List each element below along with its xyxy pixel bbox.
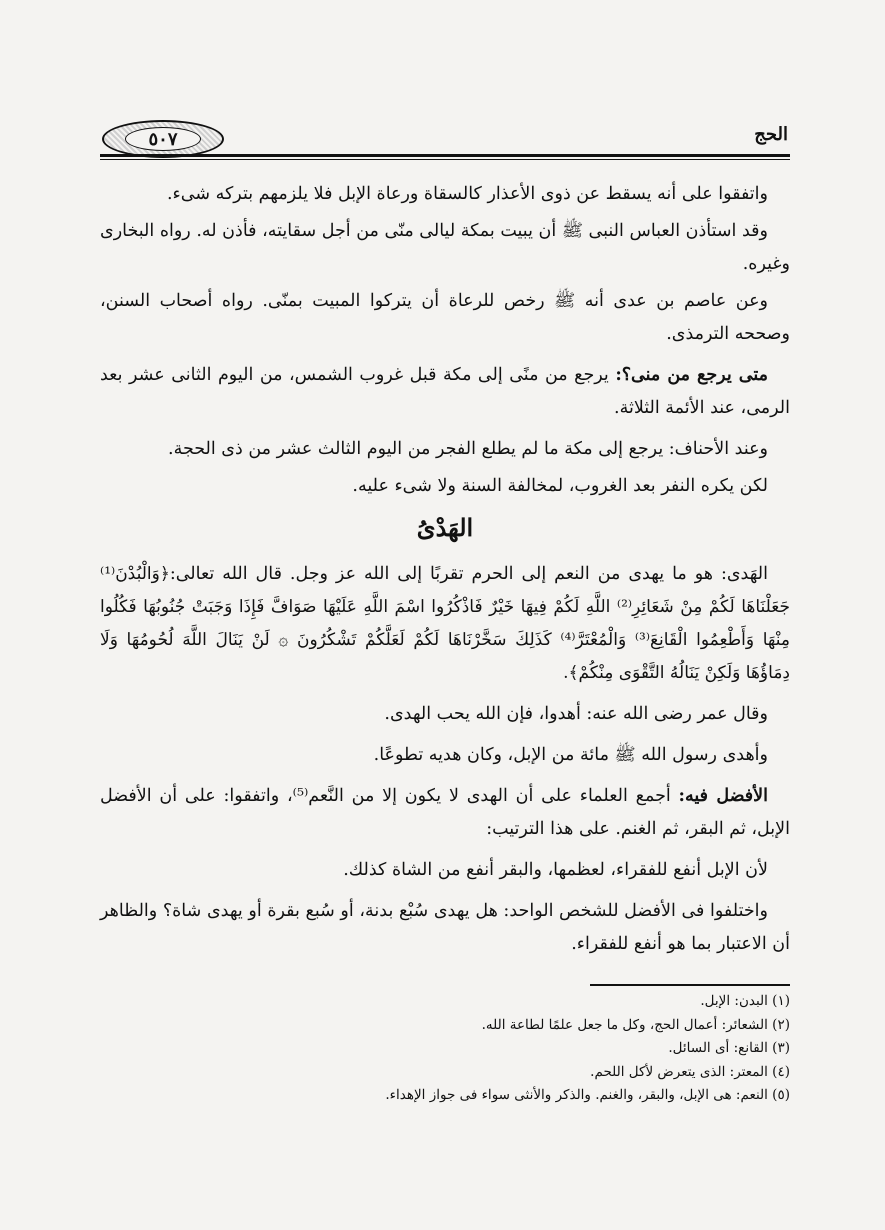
paragraph: وقال عمر رضى الله عنه: أهدوا، فإن الله يحب الهدى. [384, 704, 768, 724]
paragraph: لأن الإبل أنفع للفقراء، لعظمها، والبقر أنفع من الشاة كذلك. [343, 860, 768, 880]
paragraph: واتفقوا على أنه يسقط عن ذوى الأعذار كالسقاة ورعاة الإبل فلا يلزمهم بتركه شىء. [166, 184, 768, 204]
paragraph: وقد استأذن العباس النبى ﷺ أن يبيت بمكة ليالى منّى من أجل سقايته، فأذن له. رواه البخارى وغيره. [100, 221, 790, 274]
footnote: (١) البدن: الإبل. [700, 993, 790, 1009]
paragraph: وعند الأحناف: يرجع إلى مكة ما لم يطلع الفجر من اليوم الثالث عشر من ذى الحجة. [168, 439, 768, 459]
header-rule [100, 154, 790, 157]
chapter-title: الحج [754, 124, 788, 145]
header-rule-thin [100, 159, 790, 160]
paragraph: الهَدى: هو ما يهدى من النعم إلى الحرم تقربًا إلى الله عز وجل. قال الله تعالى:﴿وَالْبُدْنَ⁽¹⁾ جَعَلْنَاهَا لَكُمْ مِنْ شَعَائِرِ⁽²⁾ اللَّهِ لَكُمْ فِيهَا خَيْرٌ فَاذْكُرُوا اسْمَ اللَّهِ عَلَيْهَا صَوَافَّ فَإِذَا وَجَبَتْ جُنُوبُهَا فَكُلُوا مِنْهَا وَأَطْعِمُوا الْقَانِعَ⁽³⁾ وَالْمُعْتَرَّ⁽⁴⁾ كَذَلِكَ سَخَّرْنَاهَا لَكُمْ لَعَلَّكُمْ تَشْكُرُونَ ۞ لَنْ يَنَالَ اللَّهَ لُحُومُهَا وَلَا دِمَاؤُهَا وَلَكِنْ يَنَالُهُ التَّقْوَى مِنْكُمْ﴾. [100, 564, 791, 683]
keyword: الأفضل فيه: [678, 786, 768, 806]
paragraph: وأهدى رسول الله ﷺ مائة من الإبل، وكان هديه تطوعًا. [373, 745, 768, 765]
paragraph: لكن يكره النفر بعد الغروب، لمخالفة السنة ولا شىء عليه. [352, 476, 768, 496]
paragraph: وعن عاصم بن عدى أنه ﷺ رخص للرعاة أن يتركوا المبيت بمنّى. رواه أصحاب السنن، وصححه الترمذى. [100, 291, 790, 344]
page-number: ٥٠٧ [148, 128, 178, 150]
keyword: متى يرجع من منى؟: [615, 365, 768, 385]
footnote: (٥) النعم: هى الإبل، والبقر، والغنم. والذكر والأنثى سواء فى جواز الإهداء. [385, 1087, 790, 1103]
footnote: (٣) القانع: أى السائل. [668, 1040, 790, 1056]
paragraph: الأفضل فيه: أجمع العلماء على أن الهدى لا يكون إلا من النَّعم⁽⁵⁾، واتفقوا: على أن الأفضل الإبل، ثم البقر، ثم الغنم. على هذا الترتيب: [100, 786, 790, 839]
footnote: (٤) المعتر: الذى يتعرض لأكل اللحم. [590, 1063, 790, 1080]
section-title: الهَدْىُ [416, 513, 474, 542]
paragraph: واختلفوا فى الأفضل للشخص الواحد: هل يهدى سُبْع بدنة، أو سُبع بقرة أو يهدى شاة؟ والظاهر أن الاعتبار بما هو أنفع للفقراء. [100, 901, 790, 954]
paragraph: متى يرجع من منى؟: يرجع من منًى إلى مكة قبل غروب الشمس، من اليوم الثانى عشر بعد الرمى، عند الأئمة الثلاثة. [100, 365, 790, 418]
page-number-badge [102, 120, 224, 158]
quran-verse: ﴿وَالْبُدْنَ⁽¹⁾ جَعَلْنَاهَا لَكُمْ مِنْ شَعَائِرِ⁽²⁾ اللَّهِ لَكُمْ فِيهَا خَيْرٌ فَاذْكُرُوا اسْمَ اللَّهِ عَلَيْهَا صَوَافَّ فَإِذَا وَجَبَتْ جُنُوبُهَا فَكُلُوا مِنْهَا وَأَطْعِمُوا الْقَانِعَ⁽³⁾ وَالْمُعْتَرَّ⁽⁴⁾ كَذَلِكَ سَخَّرْنَاهَا لَكُمْ لَعَلَّكُمْ تَشْكُرُونَ ۞ لَنْ يَنَالَ اللَّهَ لُحُومُهَا وَلَا دِمَاؤُهَا وَلَكِنْ يَنَالُهُ التَّقْوَى مِنْكُمْ﴾. [100, 564, 791, 683]
page-header [100, 118, 790, 162]
footnotes-rule [590, 984, 790, 986]
footnote: (٢) الشعائر: أعمال الحج، وكل ما جعل علمًا لطاعة الله. [481, 1016, 790, 1033]
footnotes [100, 990, 790, 1108]
main-text [100, 178, 790, 969]
